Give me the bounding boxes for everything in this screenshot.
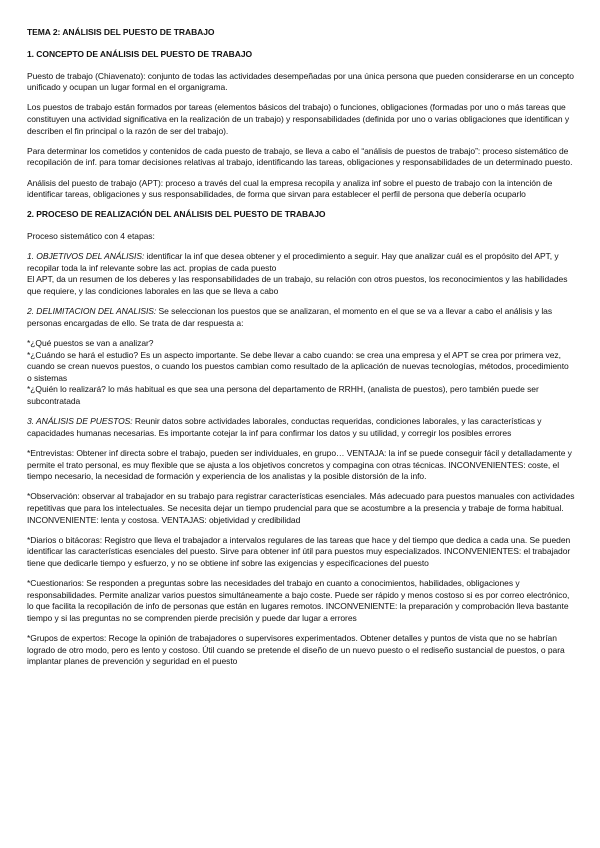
section1-paragraph-2: Los puestos de trabajo están formados por tareas (elementos básicos del trabajo) o funciones, obligaciones (formadas por uno o más tareas que constituyen una actividad significativa en la realización de un trabajo) y responsabilidades (definida por uno o varias obligaciones que identifican y describen el fin principal o la razón de ser del trabajo). bbox=[27, 102, 570, 136]
page-title: TEMA 2: ANÁLISIS DEL PUESTO DE TRABAJO bbox=[27, 27, 215, 37]
step1-paragraph bbox=[27, 251, 575, 274]
question-1: *¿Qué puestos se van a analizar? bbox=[27, 338, 154, 348]
step3-paragraph bbox=[27, 416, 575, 439]
question-2: *¿Cuándo se hará el estudio? Es un aspecto importante. Se debe llevar a cabo cuando: se crea una empresa y el APT se crea por primera vez, cuando se crean nuevos puestos, o cuando los puestos cambian como resultado de la aplicación de nuevas tecnologías, métodos, procedimiento o sistemas bbox=[27, 349, 569, 383]
method-cuestionarios: *Cuestionarios: Se responden a preguntas sobre las necesidades del trabajo en cuanto a conocimientos, habilidades, obligaciones y responsabilidades. Permite analizar varios puestos simultáneamente a bajo coste. Puede ser rápido y menos costoso si es por correo electrónico, lo que facilita la recopilación de info de personas que están en lugares remotos. INCONVENIENTE: la preparación y comprobación lleva bastante tiempo y si las preguntas no se comprenden pierde precisión y puede dar lugar a errores bbox=[27, 578, 570, 623]
step1-lead: 1. OBJETIVOS DEL ANÁLISIS: bbox=[27, 251, 145, 262]
document-page bbox=[27, 27, 575, 676]
step3-lead: 3. ANÁLISIS DE PUESTOS: bbox=[27, 416, 133, 427]
method-grupos-expertos: *Grupos de expertos: Recoge la opinión de trabajadores o supervisores experimentados. Obtener detalles y puntos de vista que no se habrían logrado de otro modo, pero es lento y costoso. Útil cuando se pretende el diseño de un nuevo puesto o el rediseño sustancial de puestos, o para implantar planes de prevención y seguridad en el puesto bbox=[27, 633, 565, 667]
method-observacion: *Observación: observar al trabajador en su trabajo para registrar características esenciales. Más adecuado para puestos manuales con actividades repetitivas que para los intelectuales. Se necesita dejar un tiempo prudencial para que se acostumbre a la presencia y trabaje de forma habitual. INCONVENIENTE: lenta y costosa. VENTAJAS: objetividad y credibilidad bbox=[27, 491, 575, 525]
section1-heading: 1. CONCEPTO DE ANÁLISIS DEL PUESTO DE TRABAJO bbox=[27, 48, 253, 59]
method-entrevistas: *Entrevistas: Obtener inf directa sobre el trabajo, pueden ser individuales, en grupo… VENTAJA: la inf se puede conseguir fácil y detalladamente y permite el trato personal, es muy flexible que se ajusta a los objetivos concretos y compagina con otras técnicas. INCONVENIENTES: coste, el tiempo necesario, la necesidad de formación y experiencia de los analistas y la posible distorsión de la info. bbox=[27, 447, 572, 482]
step2-lead: 2. DELIMITACION DEL ANALISIS: bbox=[27, 306, 157, 317]
method-diarios: *Diarios o bitácoras: Registro que lleva el trabajador a intervalos regulares de las tareas que hace y del tiempo que dedica a cada una. Se pueden identificar las características esenciales del puesto. Sirve para obtener inf útil para puestos muy especializados. INCONVENIENTES: el trabajador tiene que dedicarle tiempo y esfuerzo, y no se obtiene inf sobre las exigencias y especificaciones del puesto bbox=[27, 534, 571, 568]
section1-paragraph-1: Puesto de trabajo (Chiavenato): conjunto de todas las actividades desempeñadas por una única persona que pueden considerarse en un concepto unificado y ocupan un lugar formal en el organigrama. bbox=[27, 70, 574, 93]
step2-paragraph bbox=[27, 306, 575, 329]
step1-text: identificar la inf que desea obtener y el procedimiento a seguir. Hay que analizar cuál es el propósito del APT, y recopilar toda la inf relevante sobre las act. propias de cada puesto bbox=[27, 251, 559, 273]
questions-block bbox=[27, 338, 575, 408]
step1-line2: El APT, da un resumen de los deberes y las responsabilidades de un trabajo, su relación con otros puestos, los reconocimientos y las habilidades que requiere, y las condiciones laborales en las que se lleva a cabo bbox=[27, 274, 568, 297]
step1-block bbox=[27, 251, 575, 297]
section1-paragraph-3: Para determinar los cometidos y contenidos de cada puesto de trabajo, se lleva a cabo el “análisis de puestos de trabajo”: proceso sistemático de recopilación de inf. para tomar decisiones relativas al trabajo, identificando las tareas, obligaciones y responsabilidades de un determinado puesto. bbox=[27, 145, 573, 168]
section2-intro: Proceso sistemático con 4 etapas: bbox=[27, 231, 155, 242]
section1-paragraph-4: Análisis del puesto de trabajo (APT): proceso a través del cual la empresa recopila y analiza inf sobre el puesto de trabajo con la intención de identificar tareas, obligaciones y sus responsabilidades, de forma que sirvan para establecer el perfil de persona que debería ocuparlo bbox=[27, 177, 553, 200]
question-3: *¿Quién lo realizará? lo más habitual es que sea una persona del departamento de RRHH, (analista de puestos), pero también puede ser subcontratada bbox=[27, 384, 539, 406]
step3-text: Reunir datos sobre actividades laborales, conductas requeridas, condiciones laborales, y las características y capacidades humanas necesarias. Es importante cotejar la inf para confirmar los datos y su utilidad, y corregir los posibles errores bbox=[27, 416, 542, 438]
step2-text: Se seleccionan los puestos que se analizaran, el momento en el que se va a llevar a cabo el análisis y las personas encargadas de ello. Se trata de dar respuesta a: bbox=[27, 306, 553, 328]
section2-heading: 2. PROCESO DE REALIZACIÓN DEL ANÁLISIS DEL PUESTO DE TRABAJO bbox=[27, 209, 326, 220]
